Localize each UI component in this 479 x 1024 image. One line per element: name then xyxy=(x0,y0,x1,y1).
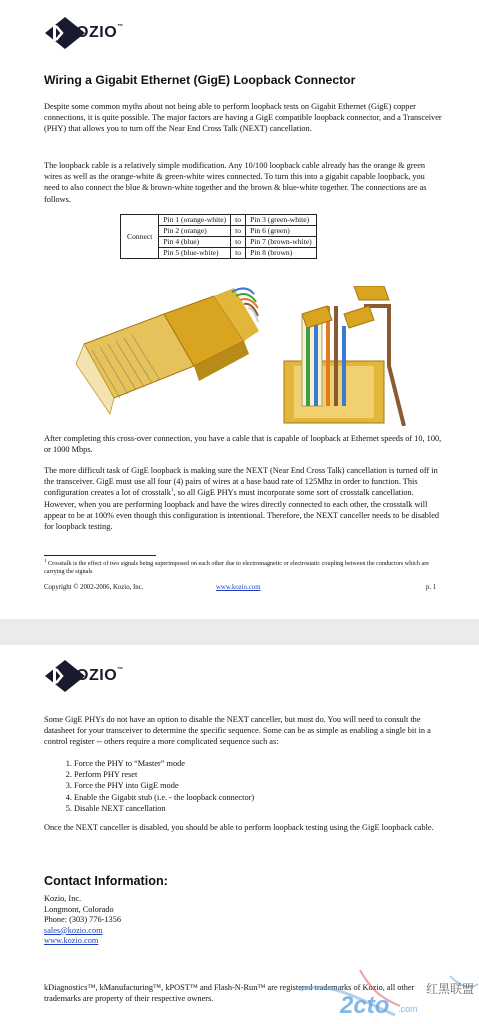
pin-connection-table xyxy=(120,214,317,259)
company-city: Longmont, Colorado xyxy=(44,904,114,914)
conclusion-paragraph: Once the NEXT canceller is disabled, you should be able to perform loopback testing using the GigE loopback cable. xyxy=(44,823,434,832)
company-phone: Phone: (303) 776-1356 xyxy=(44,915,121,925)
pin-from: Pin 4 (blue) xyxy=(159,237,231,248)
list-item: 2. Perform PHY reset xyxy=(74,769,254,780)
rj45-plug-image xyxy=(76,288,259,414)
pin-dest: Pin 7 (brown-white) xyxy=(246,237,317,248)
rj45-wiring-closeup-image xyxy=(284,286,404,426)
footnote-ref: 1 xyxy=(170,488,174,494)
logo-text: KOZIO xyxy=(64,24,118,41)
copyright-text: Copyright © 2002-2006, Kozio, Inc. xyxy=(44,584,144,591)
page-title: Wiring a Gigabit Ethernet (GigE) Loopback Connector xyxy=(44,73,356,87)
watermark xyxy=(300,970,479,1024)
kozio-logo xyxy=(44,659,124,693)
footnote-number: 1 xyxy=(44,558,47,564)
result-paragraph: After completing this cross-over connection, you have a cable that is capable of loopback at Ethernet speeds of 10, 100, or 1000 Mbps. xyxy=(44,434,442,455)
table-row xyxy=(121,215,317,226)
trademarks-paragraph: kDiagnostics™, kManufacturing™, kPOST™ and Flash-N-Run™ are registered trademarks of Kozio, all other trademarks are property of their respective owners. xyxy=(44,983,415,1004)
connect-label: Connect xyxy=(121,215,159,259)
company-name: Kozio, Inc. xyxy=(44,894,82,903)
document-page-2 xyxy=(0,645,479,1024)
intro-paragraph: Despite some common myths about not being able to perform loopback tests on Gigabit Ethernet (GigE) copper connections, it is quite possible. The major factors are having a GigE compatible loopback connector, and a Transceiver (PHY) that allows you to turn off the Near End Cross Talk (NEXT) cancellation. xyxy=(44,102,442,134)
contact-block xyxy=(44,894,121,947)
pin-to: to xyxy=(231,215,246,226)
logo-tm: ™ xyxy=(117,667,124,673)
phy-steps-list xyxy=(58,758,254,814)
watermark-text: 2cto xyxy=(340,992,390,1019)
list-item: 5. Disable NEXT cancellation xyxy=(74,803,254,814)
pin-from: Pin 5 (blue-white) xyxy=(159,248,231,259)
email-link[interactable]: sales@kozio.com xyxy=(44,925,103,935)
list-item: 4. Enable the Gigabit stub (i.e. - the loopback connector) xyxy=(74,792,254,803)
phy-paragraph: Some GigE PHYs do not have an option to disable the NEXT canceller, but most do. You will need to consult the datasheet for your transceiver to determine the specific sequence. Some can be as simple as enabling a single bit in a control register -- others require a more complicated sequence such as: xyxy=(44,715,431,747)
pin-from: Pin 1 (orange-white) xyxy=(159,215,231,226)
footnote-text: Crosstalk is the effect of two signals being superimposed on each other due to electromagnetic or electrostatic coupling between the conductors which are carrying the signals xyxy=(44,560,430,576)
pin-to: to xyxy=(231,226,246,237)
pin-dest: Pin 6 (green) xyxy=(246,226,317,237)
logo-text: KOZIO xyxy=(64,667,118,684)
pin-to: to xyxy=(231,248,246,259)
pin-from: Pin 2 (orange) xyxy=(159,226,231,237)
website-link[interactable]: www.kozio.com xyxy=(44,936,99,946)
list-item: 1. Force the PHY to “Master” mode xyxy=(74,758,254,769)
para-text-a: The more difficult task of GigE loopback is making sure the NEXT (Near End Cross Talk) cancellation is turned off in the transceiver. GigE must use all four (4) pairs of wires at a base baud rate of 125Mhz in order to function. This configuration creates a lot of crosstalk xyxy=(44,466,438,498)
pin-dest: Pin 8 (brown) xyxy=(246,248,317,259)
list-item: 3. Force the PHY into GigE mode xyxy=(74,780,254,791)
logo-tm: ™ xyxy=(117,24,124,30)
kozio-logo xyxy=(44,16,124,50)
next-cancellation-paragraph xyxy=(44,465,442,532)
loopback-connector-illustration xyxy=(44,286,444,426)
para-text-b: , so all GigE PHYs must incorporate some sort of crosstalk cancellation. However, when you are performing loopback and have the wires directly connected to each other, the crosstalk will appear to be at 100% even though this configuration is intentional. Therefore, the NEXT canceller needs to be disabled for loopback testing. xyxy=(44,488,440,532)
watermark-swoosh-icon xyxy=(300,970,479,1024)
contact-heading: Contact Information: xyxy=(44,874,168,888)
footnote-divider xyxy=(44,555,156,556)
footnote xyxy=(44,560,444,577)
watermark-cn: 红黑联盟 xyxy=(426,982,475,996)
pin-to: to xyxy=(231,237,246,248)
modification-paragraph: The loopback cable is a relatively simple modification. Any 10/100 loopback cable already has the orange & green wires as well as the orange-white & green-white wires connected. To turn this into a gigabit capable loopback, you need to also connect the blue & brown-white together and the brown & blue-white together. The connections are as follows. xyxy=(44,161,427,204)
watermark-suffix: .com xyxy=(398,1004,418,1014)
page-number: p. 1 xyxy=(426,584,437,591)
pin-dest: Pin 3 (green-white) xyxy=(246,215,317,226)
website-link[interactable]: www.kozio.com xyxy=(216,584,261,591)
